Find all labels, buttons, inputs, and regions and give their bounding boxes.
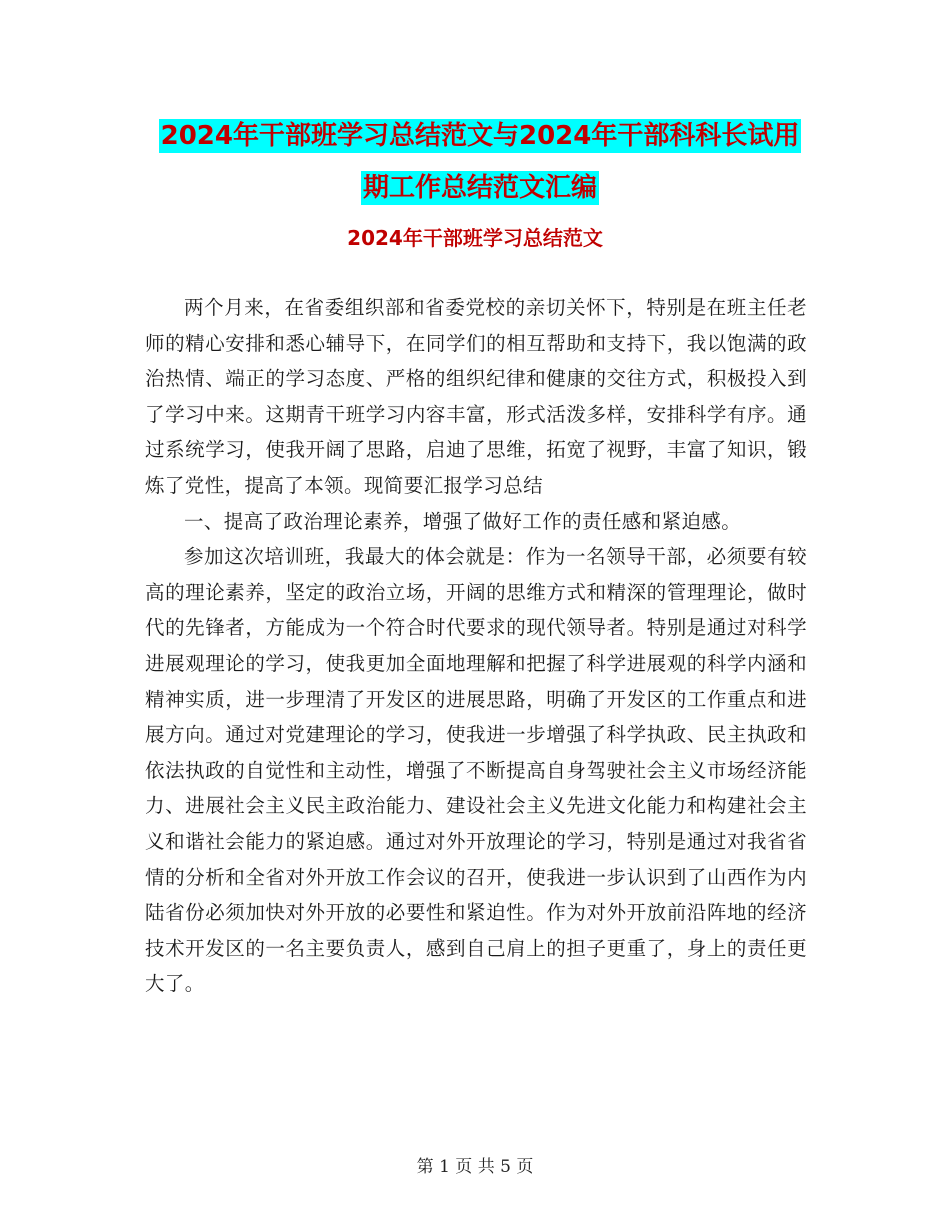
document-body [145,290,807,1002]
title-line-2: 期工作总结范文汇编 [362,173,597,203]
section-title: 2024年干部班学习总结范文 [347,226,603,250]
paragraph-body-1: 参加这次培训班，我最大的体会就是：作为一名领导干部，必须要有较高的理论素养，坚定的政治立场，开阔的思维方式和精深的管理理论，做时代的先锋者，方能成为一个符合时代要求的现代领导者。特别是通过对科学进展观理论的学习，使我更加全面地理解和把握了科学进展观的科学内涵和精神实质，进一步理清了开发区的进展思路，明确了开发区的工作重点和进展方向。通过对党建理论的学习，使我进一步增强了科学执政、民主执政和依法执政的自觉性和主动性，增强了不断提高自身驾驶社会主义市场经济能力、进展社会主义民主政治能力、建设社会主义先进文化能力和构建社会主义和谐社会能力的紧迫感。通过对外开放理论的学习，特别是通过对我省省情的分析和全省对外开放工作会议的召开，使我进一步认识到了山西作为内陆省份必须加快对外开放的必要性和紧迫性。作为对外开放前沿阵地的经济技术开发区的一名主要负责人，感到自己肩上的担子更重了，身上的责任更大了。 [145,545,807,996]
page-footer: 第 1 页 共 5 页 [416,1157,534,1177]
title-line-1: 2024年干部班学习总结范文与2024年干部科科长试用 [160,121,800,151]
document-title [140,110,820,214]
paragraph-intro: 两个月来，在省委组织部和省委党校的亲切关怀下，特别是在班主任老师的精心安排和悉心辅导下，在同学们的相互帮助和支持下，我以饱满的政治热情、端正的学习态度、严格的组织纪律和健康的交往方式，积极投入到了学习中来。这期青干班学习内容丰富，形式活泼多样，安排科学有序。通过系统学习，使我开阔了思路，启迪了思维，拓宽了视野，丰富了知识，锻炼了党性，提高了本领。现简要汇报学习总结 [145,296,807,497]
paragraph-heading-1: 一、提高了政治理论素养，增强了做好工作的责任感和紧迫感。 [184,509,742,533]
